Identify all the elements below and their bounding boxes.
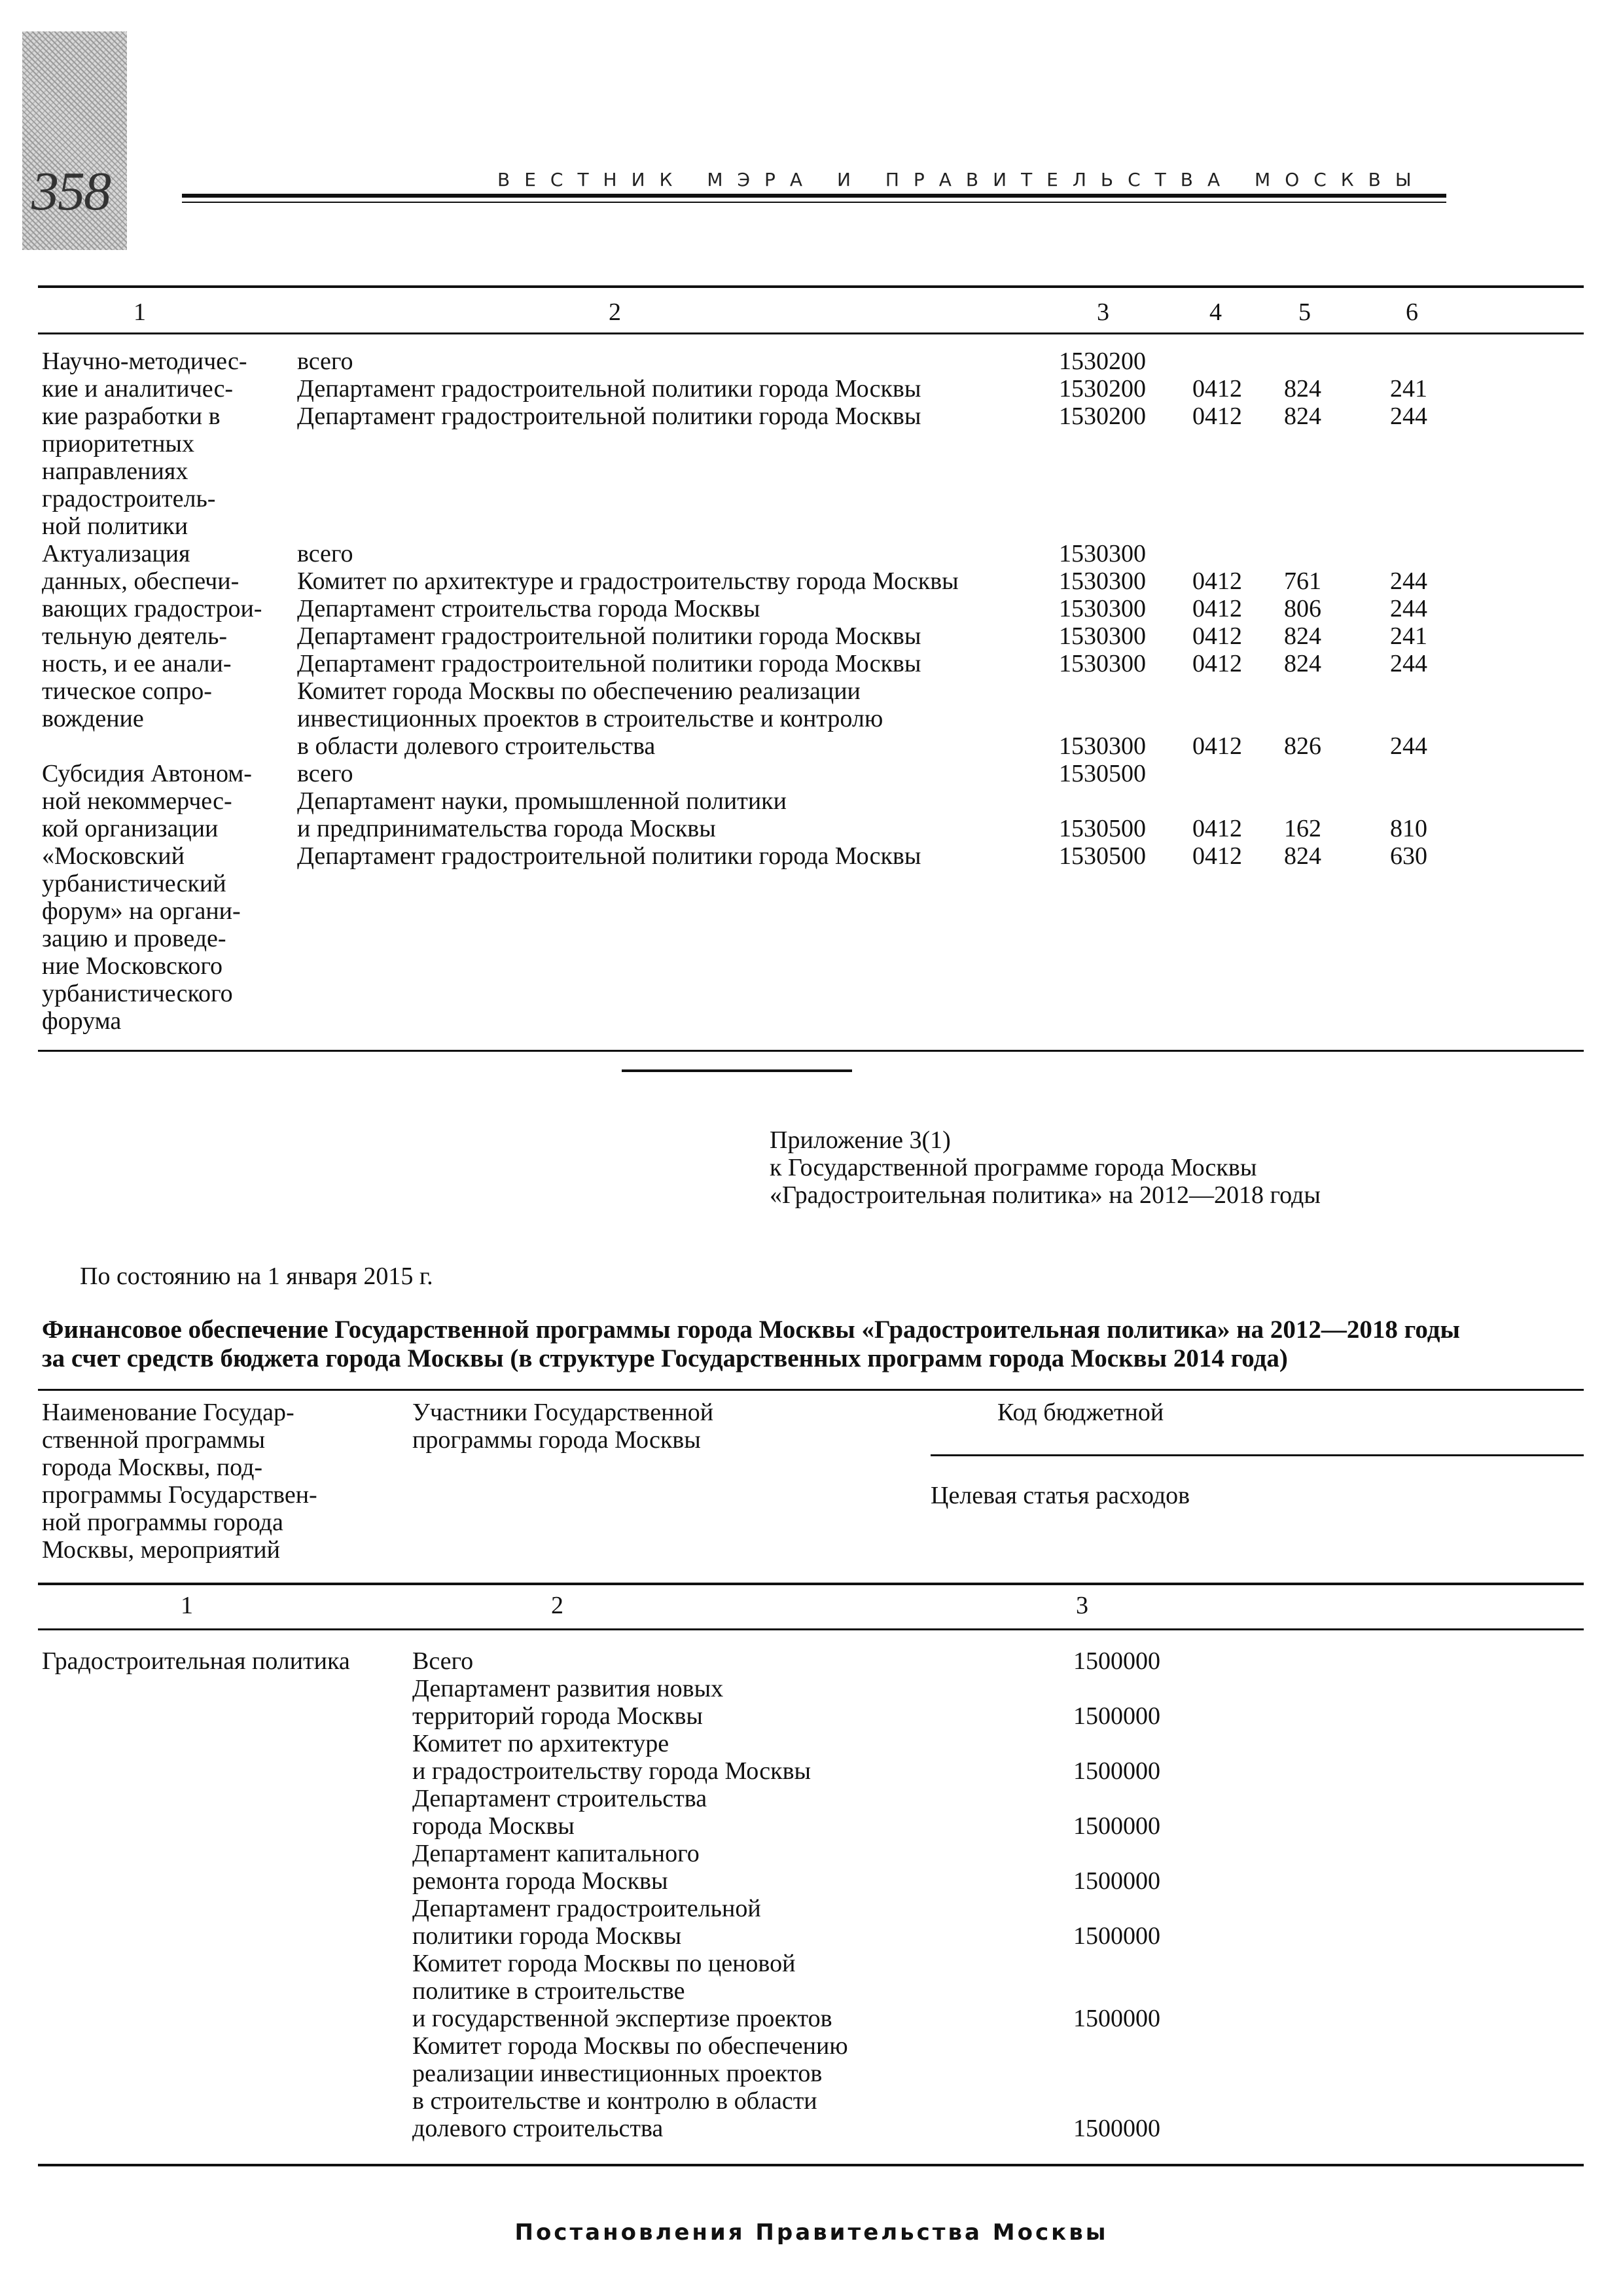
table1-header-rule [38,332,1584,334]
table1-cell-ministry: 826 [1284,732,1321,760]
table2-participant: Всего [412,1647,474,1675]
document-title-line-1: Финансовое обеспечение Государственной программы города Москвы «Градостроительная политика» на 2012—2018 годы [42,1316,1460,1344]
table1-participant: Департамент градостроительной политики города Москвы [297,403,921,430]
table1-cell-ministry: 824 [1284,403,1321,430]
table2-participant: Департамент градостроительной политики города Москвы [412,1895,761,1950]
table1-cell-ministry: 824 [1284,650,1321,677]
separator-rule [622,1069,852,1072]
table2-cell-target-article: 1500000 [1073,1867,1160,1895]
table1-cell-section: 0412 [1192,650,1242,677]
table1-cell-target-article: 1530300 [1059,650,1146,677]
table2-cell-target-article: 1500000 [1073,1647,1160,1675]
table1-cell-section: 0412 [1192,815,1242,842]
table1-cell-ministry: 761 [1284,567,1321,595]
table2-participant: Департамент капитального ремонта города Москвы [412,1840,700,1895]
table2-program-name: Градостроительная политика [42,1647,350,1675]
table2-participant: Комитет города Москвы по ценовой политике в строительстве и государственной экспертизе проектов [412,1950,832,2032]
table1-cell-expense-type: 241 [1390,622,1427,650]
table2-cell-target-article: 1500000 [1073,1702,1160,1730]
table1-col-2: 2 [609,298,621,326]
footer-section-title: Постановления Правительства Москвы [514,2219,1109,2246]
appendix-line-1: Приложение 3(1) [770,1126,951,1154]
table2-header-sub-rule [931,1454,1584,1456]
table2-participant: Комитет по архитектуре и градостроительству города Москвы [412,1730,812,1785]
table2-participant: Департамент строительства города Москвы [412,1785,707,1840]
table1-cell-expense-type: 810 [1390,815,1427,842]
table1-col-5: 5 [1298,298,1311,326]
table1-participant: Департамент градостроительной политики города Москвы [297,842,921,870]
table1-cell-target-article: 1530500 [1059,760,1146,787]
table1-cell-section: 0412 [1192,622,1242,650]
table2-col-2: 2 [551,1592,563,1619]
table1-cell-ministry: 824 [1284,842,1321,870]
appendix-line-3: «Градостроительная политика» на 2012—2018 годы [770,1181,1321,1209]
table1-measure-name: Научно-методичес- кие и аналитичес- кие разработки в приоритетных направлениях градостроитель- ной политики [42,348,247,540]
table1-participant: всего [297,348,353,375]
table1-cell-expense-type: 244 [1390,403,1427,430]
table2-bottom-rule [38,2164,1584,2166]
table1-col-3: 3 [1097,298,1109,326]
table1-cell-expense-type: 241 [1390,375,1427,403]
document-title-line-2: за счет средств бюджета города Москвы (в структуре Государственных программ города Москвы 2014 года) [42,1344,1288,1372]
table1-cell-target-article: 1530500 [1059,815,1146,842]
table1-cell-target-article: 1530300 [1059,567,1146,595]
table2-participant: Комитет города Москвы по обеспечению реализации инвестиционных проектов в строительстве и контролю в области долевого строительства [412,2032,848,2142]
table1-cell-target-article: 1530300 [1059,732,1146,760]
table1-participant: всего [297,760,353,787]
table1-participant: Департамент градостроительной политики города Москвы [297,375,921,403]
header-rule-thin [182,202,1446,203]
table2-cell-target-article: 1500000 [1073,1922,1160,1950]
table2-header-col-3-top: Код бюджетной [997,1399,1164,1426]
table1-cell-target-article: 1530300 [1059,622,1146,650]
table2-header-col-2: Участники Государственной программы города Москвы [412,1399,714,1454]
table1-participant: Комитет по архитектуре и градостроительству города Москвы [297,567,959,595]
table1-cell-target-article: 1530200 [1059,348,1146,375]
table2-col-3: 3 [1076,1592,1088,1619]
table1-cell-target-article: 1530500 [1059,842,1146,870]
running-title: ВЕСТНИК МЭРА И ПРАВИТЕЛЬСТВА МОСКВЫ [497,169,1426,190]
table1-participant: Департамент науки, промышленной политики и предпринимательства города Москвы [297,787,787,842]
table1-cell-section: 0412 [1192,567,1242,595]
table1-measure-name: Субсидия Автоном- ной некоммерчес- кой организации «Московский урбанистический форум» на органи- зацию и проведе- ние Московского урбанистического форума [42,760,252,1035]
table1-bottom-rule [38,1050,1584,1052]
table2-header-col-3-sub: Целевая статья расходов [931,1482,1190,1509]
table1-col-1: 1 [134,298,146,326]
table2-header-col-1: Наименование Государ- ственной программы города Москвы, под- программы Государствен- ной программы города Москвы, мероприятий [42,1399,317,1564]
appendix-line-2: к Государственной программе города Москвы [770,1154,1257,1181]
table1-cell-ministry: 824 [1284,622,1321,650]
table1-cell-expense-type: 244 [1390,650,1427,677]
header-rule-thick [182,194,1446,198]
table1-cell-expense-type: 244 [1390,732,1427,760]
table1-cell-section: 0412 [1192,595,1242,622]
table1-cell-expense-type: 244 [1390,595,1427,622]
table1-cell-target-article: 1530200 [1059,403,1146,430]
as-of-date: По состоянию на 1 января 2015 г. [80,1263,433,1290]
table1-cell-ministry: 806 [1284,595,1321,622]
table2-numbers-rule [38,1628,1584,1630]
table1-participant: Департамент градостроительной политики города Москвы [297,650,921,677]
table1-cell-target-article: 1530300 [1059,595,1146,622]
table1-participant: Департамент градостроительной политики города Москвы [297,622,921,650]
table2-col-1: 1 [181,1592,193,1619]
table2-header-rule [38,1583,1584,1585]
table1-cell-ministry: 162 [1284,815,1321,842]
table1-cell-section: 0412 [1192,403,1242,430]
table1-participant: Департамент строительства города Москвы [297,595,760,622]
table2-cell-target-article: 1500000 [1073,1757,1160,1785]
table1-col-4: 4 [1209,298,1222,326]
table1-cell-target-article: 1530300 [1059,540,1146,567]
table1-participant: всего [297,540,353,567]
table1-top-rule [38,285,1584,288]
table2-cell-target-article: 1500000 [1073,2005,1160,2032]
table1-cell-section: 0412 [1192,375,1242,403]
table1-cell-target-article: 1530200 [1059,375,1146,403]
table2-cell-target-article: 1500000 [1073,2115,1160,2142]
table2-top-rule [38,1389,1584,1391]
table2-cell-target-article: 1500000 [1073,1812,1160,1840]
table2-participant: Департамент развития новых территорий города Москвы [412,1675,724,1730]
table1-measure-name: Актуализация данных, обеспечи- вающих градострои- тельную деятель- ность, и ее анали- тическое сопро- вождение [42,540,262,732]
table1-col-6: 6 [1406,298,1418,326]
table1-cell-expense-type: 630 [1390,842,1427,870]
table1-cell-ministry: 824 [1284,375,1321,403]
page-number: 358 [31,161,110,222]
table1-cell-section: 0412 [1192,732,1242,760]
table1-cell-section: 0412 [1192,842,1242,870]
table1-cell-expense-type: 244 [1390,567,1427,595]
table1-participant: Комитет города Москвы по обеспечению реализации инвестиционных проектов в строительстве и контролю в области долевого строительства [297,677,883,760]
